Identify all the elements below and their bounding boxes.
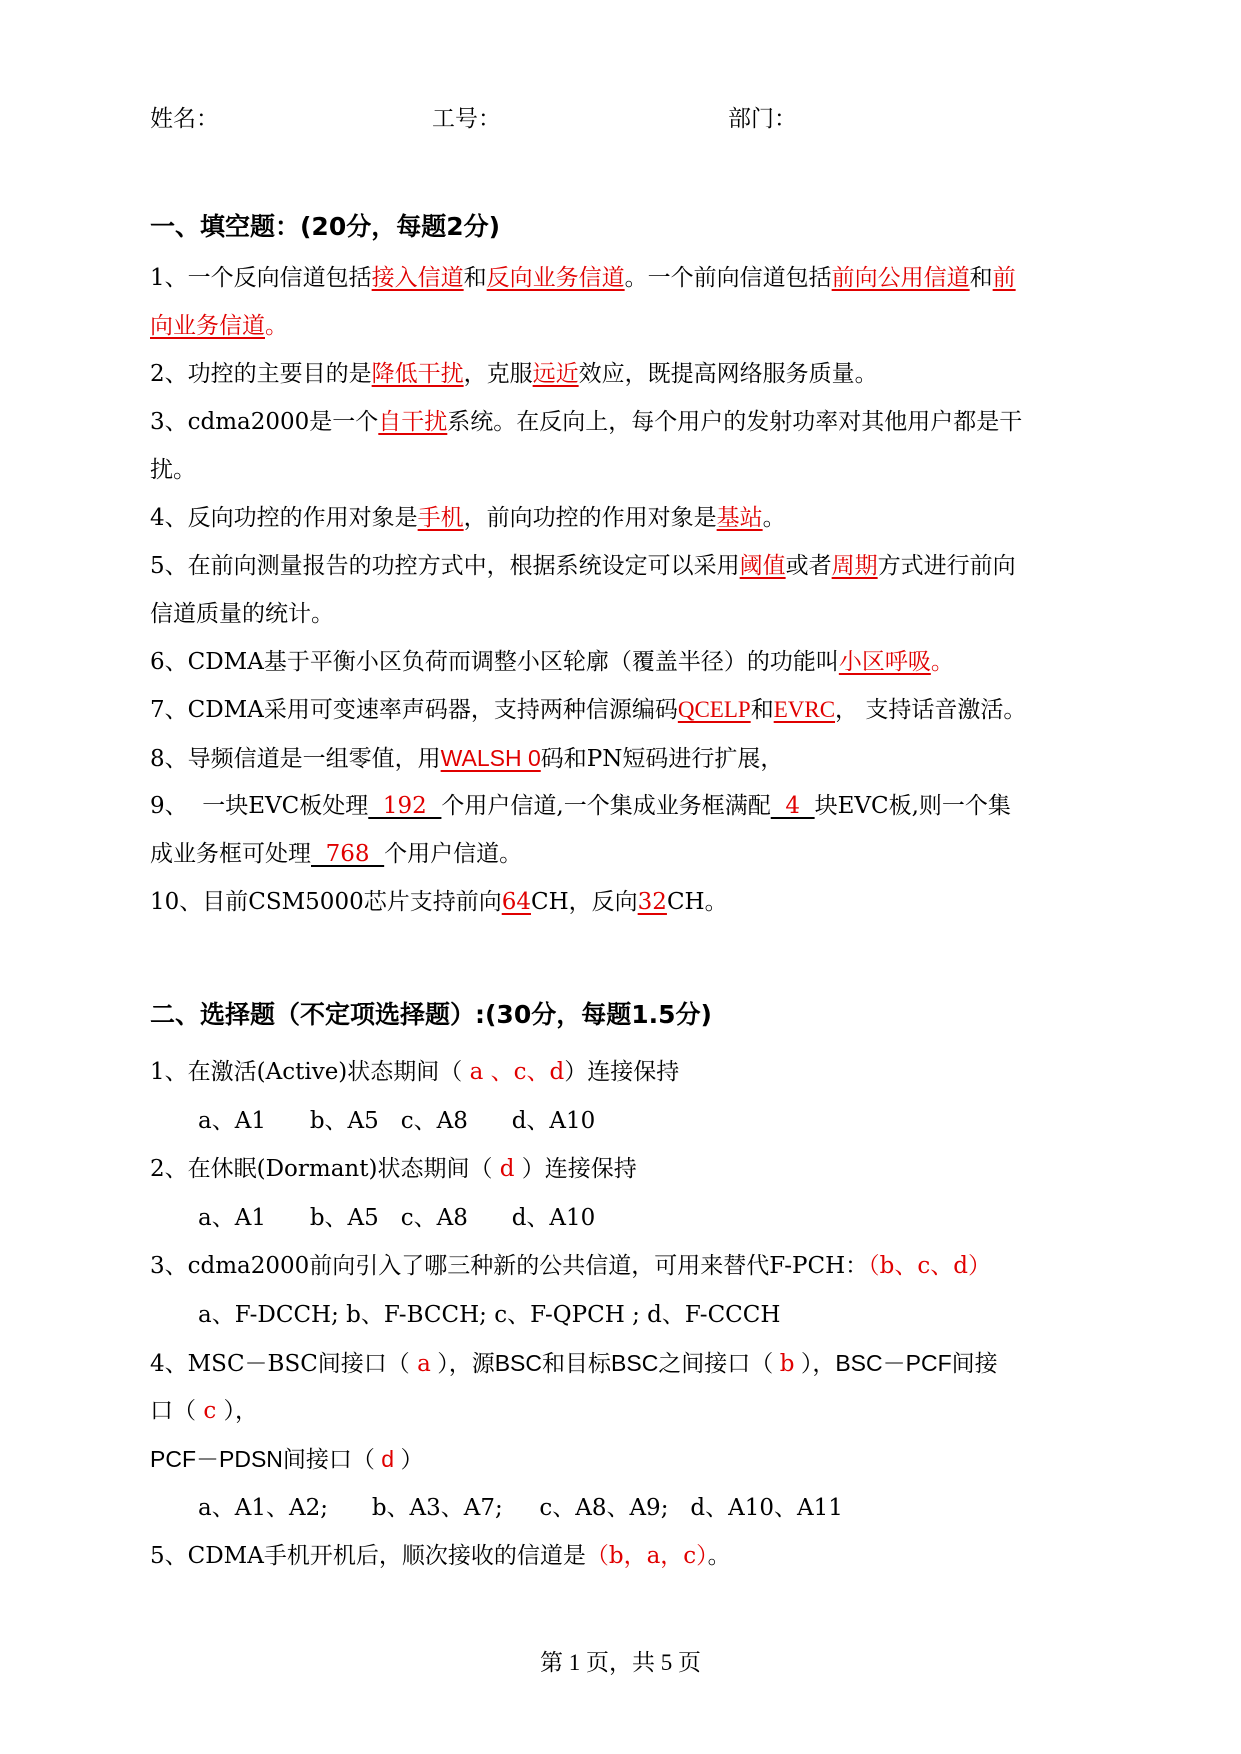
s1-q9-answer2: 4 xyxy=(770,793,815,819)
s1-q9-answer3: 768 xyxy=(311,841,385,867)
page-footer: 第 1 页，共 5 页 xyxy=(540,1650,701,1675)
s2-q4-answer3: c xyxy=(203,1398,217,1424)
s2-q1-answer: a 、c、d xyxy=(469,1059,565,1085)
s2-q2-text: ）连接保持 xyxy=(514,1156,637,1182)
s1-q2-answer1: 降低干扰 xyxy=(371,361,464,387)
s1-q1-line1 xyxy=(150,263,1016,293)
s2-q4-text: PCF－PDSN间接口（ xyxy=(150,1446,382,1472)
s1-q7 xyxy=(150,695,1026,725)
s2-q4-line1 xyxy=(150,1348,998,1379)
s1-q3-line1 xyxy=(150,407,1022,437)
s2-q4-answer1: a xyxy=(417,1351,431,1377)
s1-q1-answer2: 反向业务信道 xyxy=(486,265,625,291)
name-label: 姓名： xyxy=(150,106,219,132)
s1-q5-text: 5、在前向测量报告的功控方式中，根据系统设定可以采用 xyxy=(150,553,740,579)
s1-q10-answer1: 64 xyxy=(501,889,531,915)
s2-q4-line3 xyxy=(150,1444,423,1474)
s1-q8 xyxy=(150,743,783,774)
s1-q9-text: 块EVC板,则一个集 xyxy=(814,793,1011,819)
s2-q3-text: 3、cdma2000前向引入了哪三种新的公共信道，可用来替代F-PCH： xyxy=(150,1253,869,1279)
s2-q4-answer4: d xyxy=(381,1446,395,1472)
s1-q5-line2: 信道质量的统计。 xyxy=(150,601,334,627)
s1-q4-text: 4、反向功控的作用对象是 xyxy=(150,505,418,531)
s1-q1-text: 和 xyxy=(969,265,993,291)
s2-q3-options: a、F-DCCH; b、F-BCCH; c、F-QPCH ; d、F-CCCH xyxy=(198,1302,781,1328)
s1-q1-text: 1、一个反向信道包括 xyxy=(150,265,372,291)
s2-q3-answer: （b、c、d） xyxy=(868,1253,991,1279)
s1-q6-text: 6、CDMA基于平衡小区负荷而调整小区轮廓（覆盖半径）的功能叫 xyxy=(150,649,839,675)
s1-q9-line1 xyxy=(150,791,1011,821)
s1-q10-text: CH，反向 xyxy=(531,889,638,915)
s2-q1-options: a、A1 b、A5 c、A8 d、A10 xyxy=(198,1108,596,1134)
s2-q4-text: ） xyxy=(394,1446,424,1472)
s1-q1-line2 xyxy=(150,311,288,341)
s2-q5 xyxy=(150,1541,731,1571)
s1-q5-line1 xyxy=(150,551,1016,581)
s1-q3-text: 3、cdma2000是一个 xyxy=(150,409,379,435)
s1-q2 xyxy=(150,359,878,389)
s1-q9-text: 成业务框可处理 xyxy=(150,841,311,867)
s2-q4-text: ），源BSC和目标BSC之间接口（ xyxy=(430,1350,780,1376)
s2-q4-text: 4、MSC－BSC间接口（ xyxy=(150,1351,418,1377)
s1-q9-answer1: 192 xyxy=(368,793,442,819)
s1-q2-text: 2、功控的主要目的是 xyxy=(150,361,372,387)
s1-q4-text: ，前向功控的作用对象是 xyxy=(463,505,717,531)
s1-q10-text: CH。 xyxy=(666,889,728,915)
s1-q3-line2: 扰。 xyxy=(150,457,196,483)
s1-q2-answer2: 远近 xyxy=(532,361,579,387)
s1-q1-answer3: 前向公用信道 xyxy=(831,265,970,291)
s1-q1-answer4: 前 xyxy=(992,265,1016,291)
s2-q4-text: ）， xyxy=(216,1398,259,1424)
s1-q1-answer4-cont: 向业务信道 xyxy=(150,313,265,339)
s2-q1-text: 1、在激活(Active)状态期间（ xyxy=(150,1059,470,1085)
employee-id-label: 工号： xyxy=(432,106,501,132)
s1-q4 xyxy=(150,503,786,533)
s1-q10 xyxy=(150,887,728,917)
s1-q4-answer1: 手机 xyxy=(417,505,464,531)
s1-q7-text: 7、CDMA采用可变速率声码器，支持两种信源编码 xyxy=(150,697,678,723)
s1-q8-text: 码和PN短码进行扩展， xyxy=(540,746,784,772)
s1-q7-answer2: EVRC xyxy=(773,697,836,722)
s1-q5-answer2: 周期 xyxy=(831,553,878,579)
s1-q9-text: 个用户信道,一个集成业务框满配 xyxy=(441,793,771,819)
s1-q3-answer1: 自干扰 xyxy=(378,409,448,435)
s1-q6-answer1: 小区呼吸 xyxy=(838,649,931,675)
s1-q6 xyxy=(150,647,954,677)
s1-q2-text: 效应，既提高网络服务质量。 xyxy=(578,361,878,387)
s2-q2-options: a、A1 b、A5 c、A8 d、A10 xyxy=(198,1205,596,1231)
s2-q5-text: 5、CDMA手机开机后，顺次接收的信道是 xyxy=(150,1543,586,1569)
s2-q4-options: a、A1、A2; b、A3、A7; c、A8、A9; d、A10、A11 xyxy=(198,1495,843,1521)
s1-q7-text: ， 支持话音激活。 xyxy=(835,697,1027,723)
s1-q8-answer1: WALSH 0 xyxy=(440,745,541,771)
s2-q5-text: 。 xyxy=(707,1543,731,1569)
section2-title: 二、选择题（不定项选择题）:(30分，每题1.5分) xyxy=(150,1000,712,1029)
s2-q4-answer2: b xyxy=(779,1351,795,1377)
s1-q1-text: 。一个前向信道包括 xyxy=(624,265,832,291)
s1-q5-text: 方式进行前向 xyxy=(877,553,1016,579)
section1-title: 一、填空题：(20分，每题2分) xyxy=(150,212,501,241)
s2-q5-answer: （b，a，c） xyxy=(585,1543,708,1569)
s1-q8-text: 8、导频信道是一组零值，用 xyxy=(150,746,441,772)
s2-q2-text: 2、在休眠(Dormant)状态期间（ xyxy=(150,1156,500,1182)
s1-q6-text: 。 xyxy=(930,649,954,675)
s2-q2 xyxy=(150,1154,637,1184)
s2-q4-line2 xyxy=(150,1396,258,1426)
s1-q7-text: 和 xyxy=(750,697,774,723)
s1-q9-text: 个用户信道。 xyxy=(384,841,523,867)
s1-q2-text: ，克服 xyxy=(463,361,533,387)
s1-q9-text: 9、 一块EVC板处理 xyxy=(150,793,369,819)
s1-q4-answer2: 基站 xyxy=(716,505,763,531)
s1-q1-text: 。 xyxy=(265,313,288,339)
s2-q1 xyxy=(150,1057,679,1087)
s2-q4-text: ），BSC－PCF间接 xyxy=(794,1350,998,1376)
s2-q1-text: ）连接保持 xyxy=(564,1059,680,1085)
s1-q7-answer1: QCELP xyxy=(677,697,751,722)
s1-q1-text: 和 xyxy=(463,265,487,291)
s1-q5-answer1: 阈值 xyxy=(739,553,786,579)
s2-q2-answer: d xyxy=(499,1156,515,1182)
s1-q4-text: 。 xyxy=(762,505,786,531)
s2-q4-text: 口（ xyxy=(150,1398,204,1424)
s1-q9-line2 xyxy=(150,839,522,869)
department-label: 部门： xyxy=(728,106,797,132)
s2-q3 xyxy=(150,1251,991,1281)
s1-q5-text: 或者 xyxy=(785,553,832,579)
s1-q10-answer2: 32 xyxy=(637,889,667,915)
s1-q1-answer1: 接入信道 xyxy=(371,265,464,291)
s1-q3-text: 系统。在反向上，每个用户的发射功率对其他用户都是干 xyxy=(447,409,1023,435)
s1-q10-text: 10、目前CSM5000芯片支持前向 xyxy=(150,889,502,915)
